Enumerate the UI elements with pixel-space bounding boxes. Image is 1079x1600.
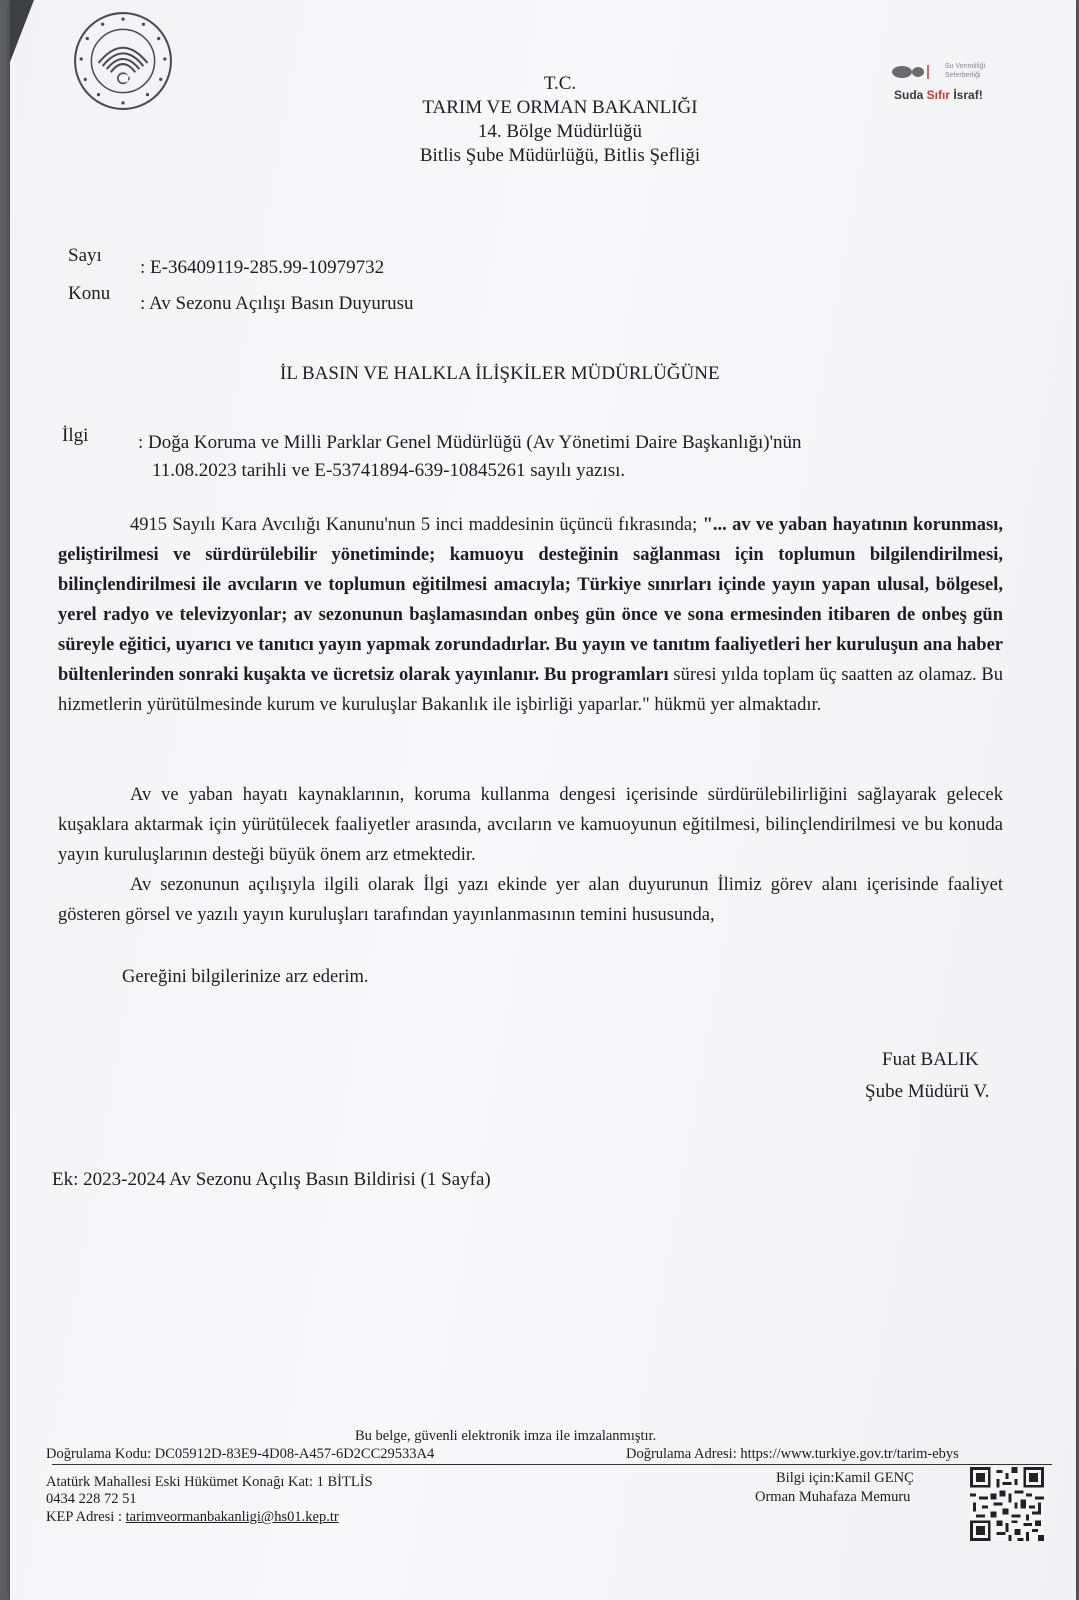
slogan-part: İsraf! [953,88,983,102]
ilgi-line-2: 11.08.2023 tarihli ve E-53741894-639-10845261 sayılı yazısı. [152,460,626,481]
p1-quote-bold: "... av ve yaban hayatının korunması, geliştirilmesi ve sürdürülebilir yönetiminde; kamuoyu desteğinin sağlanması için toplumun bilgilendirilmesi, bilinçlendirilmesi ile avcıların ve toplumun eğitilmesi amacıyla; Türkiye sınırları içinde yayın yapan ulusal, bölgesel, yerel radyo ve televizyonlar; av sezonunun başlamasından onbeş gün önce ve sona ermesinden itibaren de onbeş gün süreyle eğitici, uyarıcı ve tanıtıcı yayın yapmak zorundadırlar. Bu yayın ve tanıtım faaliyetleri her kuruluşun ana haber bültenlerinden sonraki kuşakta ve ücretsiz olarak yayınlanır. Bu programları [58,515,1003,685]
footer-divider [52,1464,1052,1465]
p1-lead: 4915 Sayılı Kara Avcılığı Kanunu'nun 5 inci maddesinin üçüncü fıkrasında; [130,515,703,535]
verification-address[interactable]: Doğrulama Adresi: https://www.turkiye.gov.tr/tarim-ebys [626,1446,959,1462]
paragraph-3: Av sezonunun açılışıyla ilgili olarak İlgi yazı ekinde yer alan duyurunun İlimiz görev alanı içerisinde faaliyet gösteren görsel ve yazılı yayın kuruluşları tarafından yayınlanmasının temini hususunda, [58,875,1003,925]
kep-address [46,1509,339,1526]
attachment-note: Ek: 2023-2024 Av Sezonu Açılış Basın Bildirisi (1 Sayfa) [52,1169,491,1190]
paragraph-1 [58,510,1003,720]
esign-note: Bu belge, güvenli elektronik imza ile imzalanmıştır. [355,1428,657,1444]
water-efficiency-small-text: Su Verimliliği Seferberliği [945,63,986,79]
page-corner-shadow [10,0,34,62]
ilgi-line-1: : Doğa Koruma ve Milli Parklar Genel Müdürlüğü (Av Yönetimi Daire Başkanlığı)'nün [138,432,802,453]
header-region: 14. Bölge Müdürlüğü [477,121,643,142]
ministry-seal-logo [72,10,174,112]
office-phone: 0434 228 72 51 [46,1491,137,1507]
water-slogan [894,88,983,102]
konu-value: : Av Sezonu Açılışı Basın Duyurusu [140,293,414,314]
p1-tail: süresi yılda toplam üç saatten az olamaz. Bu hizmetlerin yürütülmesinde kurum ve kuruluşlar Bakanlık ile işbirliği yaparlar." hükmü yer almaktadır. [58,665,1003,715]
header-tc: T.C. [543,73,577,94]
signer-name: Fuat BALIK [882,1049,979,1070]
paragraph-2: Av ve yaban hayatı kaynaklarının, koruma kullanma dengesi içerisinde sürdürülebilirliğini sağlayarak gelecek kuşaklara aktarmak için yürütülecek faaliyetler arasında, avcıların ve kamuoyunun eğitilmesi, bilinçlendirilmesi ve bu konuda yayın kuruluşlarının desteği büyük önem arz etmektedir. [58,785,1003,865]
document-page [10,0,1076,1600]
sayi-label: Sayı [68,245,102,266]
header-branch: Bitlis Şube Müdürlüğü, Bitlis Şefliği [419,145,701,166]
qr-code-icon[interactable] [970,1467,1044,1541]
slogan-part-red: Sıfır [926,88,954,102]
kep-label: KEP Adresi : [46,1509,126,1525]
header-ministry: TARIM VE ORMAN BAKANLIĞI [422,97,698,118]
verification-code: Doğrulama Kodu: DC05912D-83E9-4D08-A457-6D2CC29533A4 [46,1446,435,1462]
contact-person: Bilgi için:Kamil GENÇ [776,1470,914,1486]
slogan-part: Suda [894,88,927,102]
paragraph-4: Gereğini bilgilerinize arz ederim. [122,967,369,987]
sayi-value: : E-36409119-285.99-10979732 [140,257,385,278]
kep-value[interactable]: tarimveormanbakanligi@hs01.kep.tr [125,1509,339,1525]
konu-label: Konu [68,283,111,304]
recipient: İL BASIN VE HALKLA İLİŞKİLER MÜDÜRLÜĞÜNE [280,363,720,384]
signer-title: Şube Müdürü V. [865,1081,990,1102]
ilgi-label: İlgi [62,425,89,446]
contact-title: Orman Muhafaza Memuru [755,1489,911,1505]
office-address: Atatürk Mahallesi Eski Hükümet Konağı Kat: 1 BİTLİS [46,1474,373,1490]
